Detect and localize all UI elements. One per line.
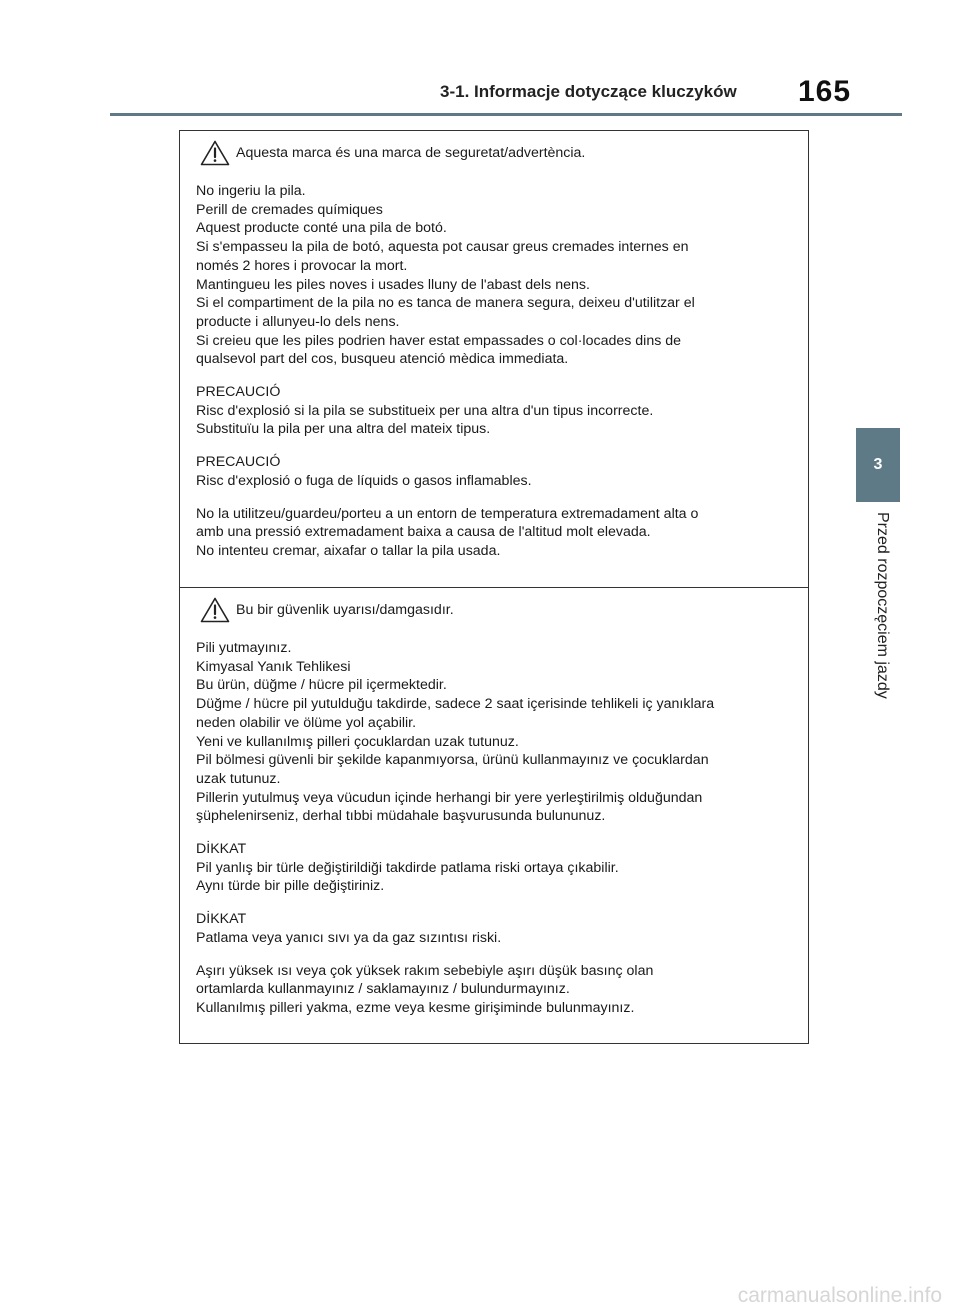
turkish-warning-section	[180, 588, 808, 1043]
text-line: neden olabilir ve ölüme yol açabilir.	[196, 714, 417, 731]
catalan-heading-row	[196, 135, 798, 171]
text-line: producte i allunyeu-lo dels nens.	[196, 313, 400, 330]
text-line: No intenteu cremar, aixafar o tallar la pila usada.	[196, 542, 501, 559]
chapter-label: Przed rozpoczęciem jazdy	[874, 512, 891, 699]
text-line: Risc d'explosió o fuga de líquids o gasos inflamables.	[196, 472, 532, 489]
text-line: Risc d'explosió si la pila se substitueix per una altra d'un tipus incorrecte.	[196, 402, 654, 419]
text-line: Mantingueu les piles noves i usades lluny de l'abast dels nens.	[196, 276, 590, 293]
text-line: Kullanılmış pilleri yakma, ezme veya kesme girişiminde bulunmayınız.	[196, 999, 635, 1016]
text-line: Bu ürün, düğme / hücre pil içermektedir.	[196, 677, 447, 694]
catalan-ingestion-warning	[196, 182, 798, 369]
turkish-ingestion-warning	[196, 639, 798, 826]
text-line: Si s'empasseu la pila de botó, aquesta pot causar greus cremades internes en	[196, 239, 689, 256]
text-line: uzak tutunuz.	[196, 770, 281, 787]
warning-triangle-icon	[200, 140, 230, 166]
text-line: Pil yanlış bir türle değiştirildiği takdirde patlama riski ortaya çıkabilir.	[196, 859, 619, 876]
caution-label: DİKKAT	[196, 911, 247, 928]
catalan-caution-replacement	[196, 383, 798, 439]
catalan-environment-warning	[196, 505, 798, 561]
text-line: Yeni ve kullanılmış pilleri çocuklardan uzak tutunuz.	[196, 733, 519, 750]
text-line: Si el compartiment de la pila no es tanca de manera segura, deixeu d'utilitzar el	[196, 295, 695, 312]
text-line: şüphelenirseniz, derhal tıbbi müdahale başvurusunda bulununuz.	[196, 808, 606, 825]
caution-label: PRECAUCIÓ	[196, 454, 281, 471]
turkish-heading-row	[196, 592, 798, 628]
text-line: amb una pressió extremadament baixa a causa de l'altitud molt elevada.	[196, 524, 651, 541]
text-line: qualsevol part del cos, busqueu atenció mèdica immediata.	[196, 351, 569, 368]
text-line: Patlama veya yanıcı sıvı ya da gaz sızıntısı riski.	[196, 929, 502, 946]
turkish-heading: Bu bir güvenlik uyarısı/damgasıdır.	[236, 602, 454, 618]
caution-label: DİKKAT	[196, 841, 247, 858]
warning-triangle-icon	[200, 597, 230, 623]
battery-warning-box	[179, 130, 809, 1044]
text-line: Pili yutmayınız.	[196, 640, 292, 656]
chapter-number: 3	[873, 456, 883, 473]
text-line: Pil bölmesi güvenli bir şekilde kapanmıyorsa, ürünü kullanmayınız ve çocuklardan	[196, 752, 709, 769]
text-line: No ingeriu la pila.	[196, 183, 306, 199]
caution-label: PRECAUCIÓ	[196, 384, 281, 401]
header-divider	[110, 113, 902, 116]
text-line: només 2 hores i provocar la mort.	[196, 257, 408, 274]
catalan-caution-leak	[196, 453, 798, 490]
turkish-caution-leak	[196, 910, 798, 947]
text-line: Perill de cremades químiques	[196, 201, 383, 218]
text-line: Si creieu que les piles podrien haver estat empassades o col·locades dins de	[196, 332, 682, 349]
text-line: No la utilitzeu/guardeu/porteu a un entorn de temperatura extremadament alta o	[196, 505, 699, 522]
text-line: Aynı türde bir pille değiştiriniz.	[196, 878, 385, 895]
text-line: Düğme / hücre pil yutulduğu takdirde, sadece 2 saat içerisinde tehlikeli iç yanıklara	[196, 696, 715, 713]
text-line: Kimyasal Yanık Tehlikesi	[196, 658, 351, 675]
text-line: Aquest producte conté una pila de botó.	[196, 220, 447, 237]
text-line: Aşırı yüksek ısı veya çok yüksek rakım sebebiyle aşırı düşük basınç olan	[196, 962, 654, 979]
turkish-environment-warning	[196, 962, 798, 1018]
turkish-caution-replacement	[196, 840, 798, 896]
chapter-tab[interactable]	[856, 428, 900, 502]
text-line: Pillerin yutulmuş veya vücudun içinde herhangi bir yere yerleştirilmiş olduğundan	[196, 789, 703, 806]
text-line: Substituïu la pila per una altra del mateix tipus.	[196, 421, 491, 438]
section-title: 3-1. Informacje dotyczące kluczyków	[440, 82, 737, 101]
page-number: 165	[798, 75, 852, 108]
footer-watermark: carmanualsonline.info	[737, 1284, 942, 1307]
text-line: ortamlarda kullanmayınız / saklamayınız / bulundurmayınız.	[196, 981, 570, 998]
catalan-warning-section	[180, 131, 808, 588]
catalan-heading: Aquesta marca és una marca de seguretat/advertència.	[236, 145, 586, 161]
